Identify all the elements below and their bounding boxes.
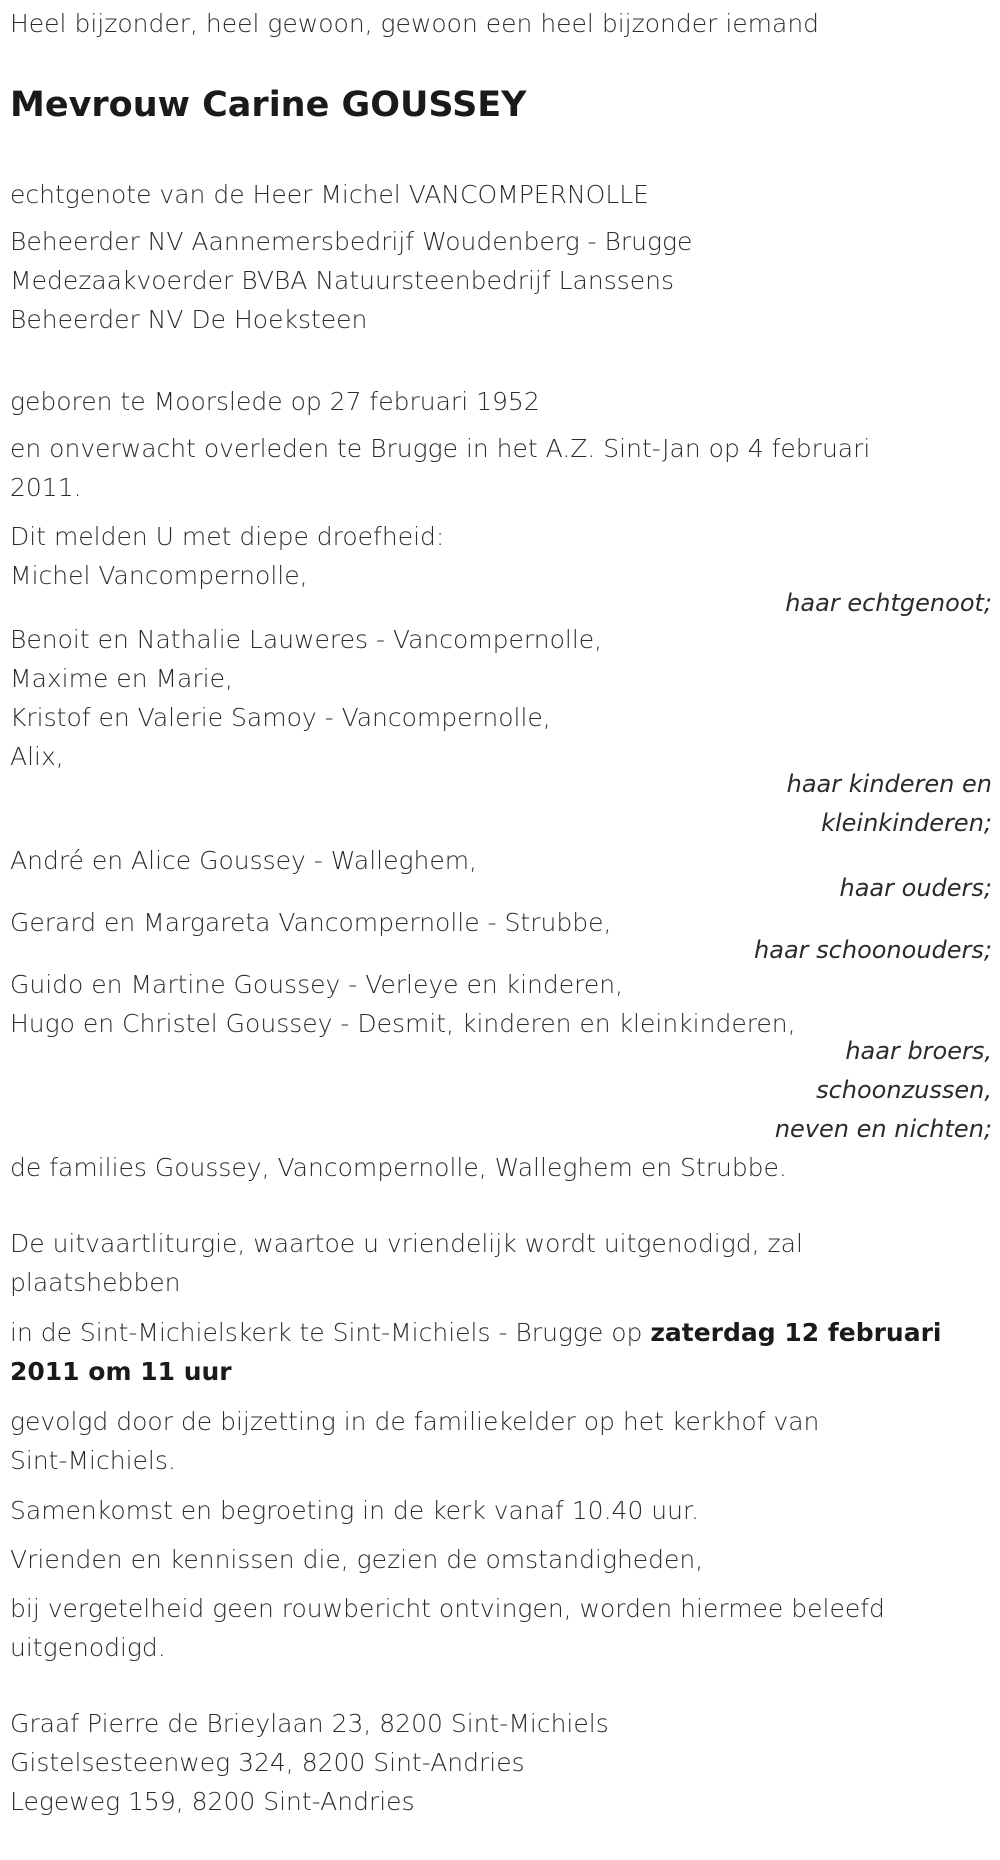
family-member: Kristof en Valerie Samoy - Vancompernolle, bbox=[10, 703, 551, 732]
role-line: Beheerder NV De Hoeksteen bbox=[10, 305, 368, 334]
spouse-line: echtgenote van de Heer Michel VANCOMPERNOLLE bbox=[10, 180, 649, 209]
funeral-line: gevolgd door de bijzetting in de familiekelder op het kerkhof van bbox=[10, 1407, 820, 1436]
family-member: Benoit en Nathalie Lauweres - Vancompernolle, bbox=[10, 625, 603, 654]
role-line: Beheerder NV Aannemersbedrijf Woudenberg - Brugge bbox=[10, 227, 693, 256]
relation-label: haar ouders; bbox=[839, 874, 992, 902]
death-line: en onverwacht overleden te Brugge in het A.Z. Sint-Jan op 4 februari bbox=[10, 434, 871, 463]
family-member: Guido en Martine Goussey - Verleye en kinderen, bbox=[10, 970, 624, 999]
family-member: Michel Vancompernolle, bbox=[10, 561, 308, 590]
funeral-time: 2011 om 11 uur bbox=[10, 1357, 232, 1386]
family-member: André en Alice Goussey - Walleghem, bbox=[10, 846, 478, 875]
funeral-line: bij vergetelheid geen rouwbericht ontvingen, worden hiermee beleefd bbox=[10, 1594, 885, 1623]
funeral-date: zaterdag 12 februari bbox=[650, 1318, 942, 1347]
funeral-line: uitgenodigd. bbox=[10, 1633, 166, 1662]
relation-label: haar echtgenoot; bbox=[785, 589, 992, 617]
relation-label: haar broers, bbox=[845, 1037, 992, 1065]
relation-label: neven en nichten; bbox=[774, 1115, 992, 1143]
relation-label: kleinkinderen; bbox=[821, 809, 992, 837]
family-member: Gerard en Margareta Vancompernolle - Strubbe, bbox=[10, 908, 612, 937]
death-line: 2011. bbox=[10, 473, 82, 502]
relation-label: haar kinderen en bbox=[786, 770, 992, 798]
family-member: Alix, bbox=[10, 742, 64, 771]
address-line: Legeweg 159, 8200 Sint-Andries bbox=[10, 1787, 415, 1816]
family-member: Maxime en Marie, bbox=[10, 664, 233, 693]
funeral-line bbox=[10, 1314, 942, 1352]
announcement-line: Dit melden U met diepe droefheid: bbox=[10, 522, 445, 551]
family-member: Hugo en Christel Goussey - Desmit, kinderen en kleinkinderen, bbox=[10, 1009, 796, 1038]
relation-label: schoonzussen, bbox=[816, 1076, 992, 1104]
funeral-line: plaatshebben bbox=[10, 1268, 181, 1297]
relation-label: haar schoonouders; bbox=[754, 936, 992, 964]
funeral-line: Samenkomst en begroeting in de kerk vanaf 10.40 uur. bbox=[10, 1496, 699, 1525]
intro-text: Heel bijzonder, heel gewoon, gewoon een heel bijzonder iemand bbox=[10, 9, 820, 38]
funeral-line: Sint-Michiels. bbox=[10, 1446, 176, 1475]
address-line: Gistelsesteenweg 324, 8200 Sint-Andries bbox=[10, 1748, 525, 1777]
families-line: de families Goussey, Vancompernolle, Walleghem en Strubbe. bbox=[10, 1153, 787, 1182]
address-line: Graaf Pierre de Brieylaan 23, 8200 Sint-Michiels bbox=[10, 1709, 609, 1738]
funeral-line: De uitvaartliturgie, waartoe u vriendelijk wordt uitgenodigd, zal bbox=[10, 1229, 803, 1258]
deceased-name: Mevrouw Carine GOUSSEY bbox=[10, 85, 527, 125]
role-line: Medezaakvoerder BVBA Natuursteenbedrijf Lanssens bbox=[10, 266, 675, 295]
funeral-location: in de Sint-Michielskerk te Sint-Michiels - Brugge op bbox=[10, 1318, 651, 1347]
funeral-line: Vrienden en kennissen die, gezien de omstandigheden, bbox=[10, 1545, 704, 1574]
birth-line: geboren te Moorslede op 27 februari 1952 bbox=[10, 387, 540, 416]
